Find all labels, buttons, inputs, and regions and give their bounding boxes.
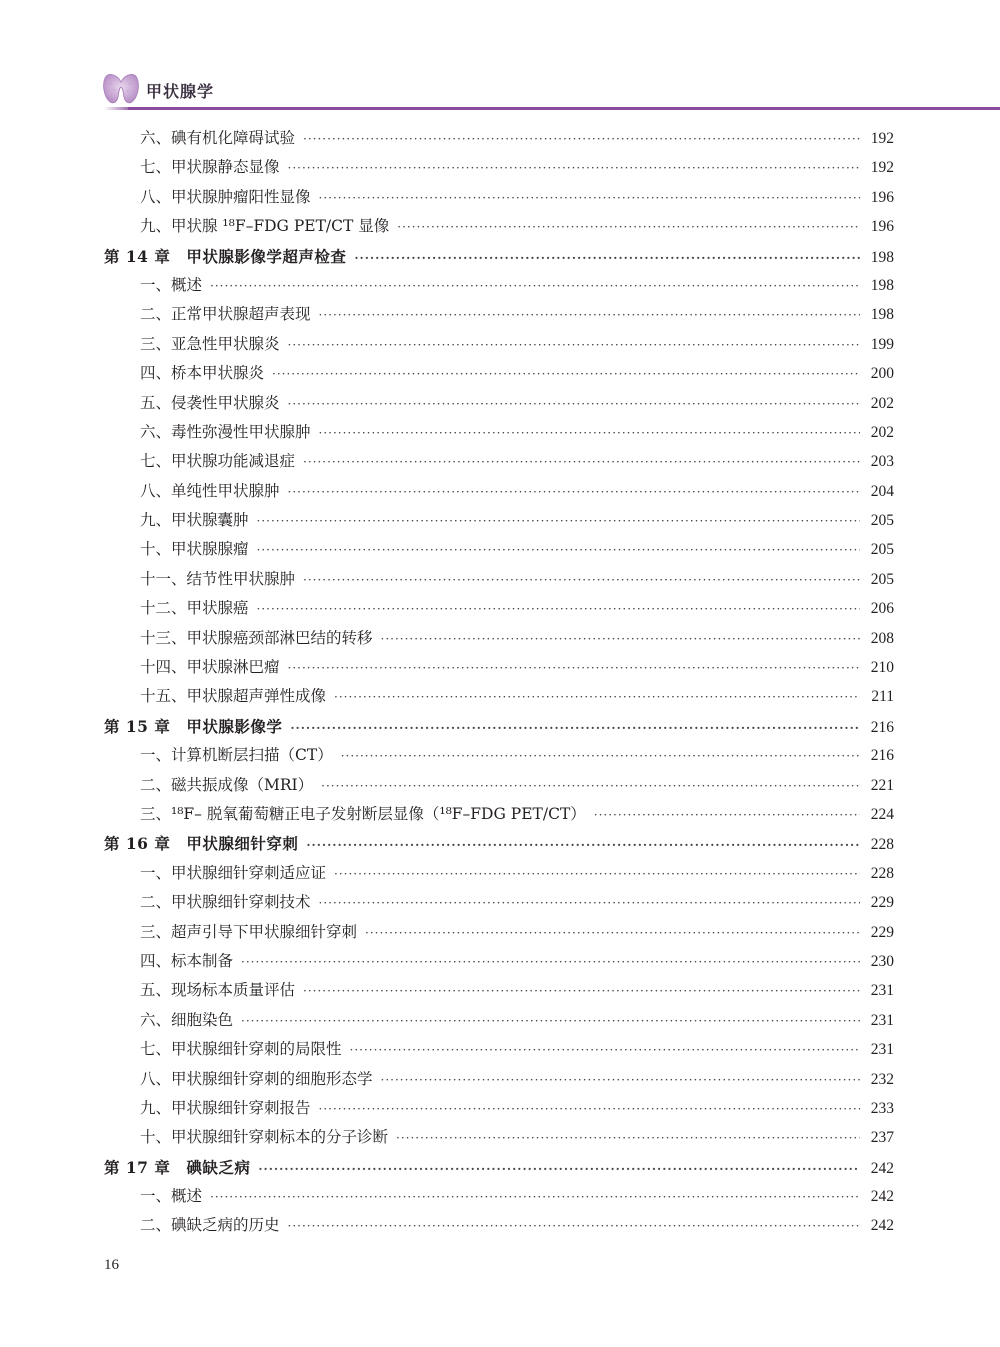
toc-entry-page: 203: [870, 453, 894, 471]
toc-section-entry[interactable]: [104, 183, 894, 212]
toc-section-entry[interactable]: [104, 859, 894, 888]
toc-entry-page: 205: [870, 512, 894, 530]
dot-leader: [319, 1095, 860, 1124]
dot-leader: [288, 478, 860, 507]
dot-leader: [290, 714, 860, 743]
toc-entry-page: 202: [870, 394, 894, 412]
toc-entry-page: 196: [870, 218, 894, 236]
toc-entry-page: 229: [870, 894, 894, 912]
toc-section-entry[interactable]: [104, 477, 894, 506]
toc-entry-page: 231: [870, 982, 894, 1000]
toc-section-entry[interactable]: [104, 653, 894, 682]
toc-entry-title: 七、甲状腺功能减退症: [140, 452, 296, 471]
toc-entry-page: 231: [870, 1041, 894, 1059]
dot-leader: [288, 654, 860, 683]
toc-entry-title: 二、正常甲状腺超声表现: [140, 305, 311, 324]
toc-entry-page: 237: [870, 1129, 894, 1147]
dot-leader: [303, 977, 860, 1006]
toc-entry-title: 二、磁共振成像（MRI）: [140, 775, 314, 794]
toc-section-entry[interactable]: [104, 1094, 894, 1123]
toc-section-entry[interactable]: [104, 330, 894, 359]
toc-section-entry[interactable]: [104, 359, 894, 388]
toc-entry-page: 196: [870, 188, 894, 206]
toc-entry-page: 199: [870, 335, 894, 353]
toc-entry-title: 四、桥本甲状腺炎: [140, 364, 265, 383]
toc-entry-page: 206: [870, 600, 894, 618]
toc-entry-title: 二、甲状腺细针穿刺技术: [140, 893, 311, 912]
dot-leader: [334, 683, 860, 712]
page-header: [0, 0, 1000, 112]
toc-section-entry[interactable]: [104, 918, 894, 947]
toc-entry-page: 192: [870, 130, 894, 147]
toc-entry-title: 一、甲状腺细针穿刺适应证: [140, 863, 327, 882]
dot-leader: [396, 1124, 860, 1153]
dot-leader: [257, 536, 860, 565]
toc-entry-page: 216: [870, 718, 894, 736]
toc-section-entry[interactable]: [104, 300, 894, 329]
toc-chapter-entry[interactable]: [104, 829, 894, 858]
dot-leader: [303, 566, 860, 595]
toc-entry-page: 224: [870, 805, 894, 823]
dot-leader: [241, 1007, 860, 1036]
dot-leader: [288, 1212, 860, 1241]
toc-entry-title: 五、现场标本质量评估: [140, 981, 296, 1000]
toc-entry-title: 十二、甲状腺癌: [140, 599, 249, 618]
toc-section-entry[interactable]: [104, 506, 894, 535]
dot-leader: [350, 1036, 860, 1065]
toc-entry-title: 五、侵袭性甲状腺炎: [140, 393, 280, 412]
toc-entry-title: 十、甲状腺腺瘤: [140, 540, 249, 559]
dot-leader: [397, 213, 860, 242]
toc-entry-title: 七、甲状腺细针穿刺的局限性: [140, 1040, 342, 1059]
toc-section-entry[interactable]: [104, 1065, 894, 1094]
toc-entry-page: 192: [870, 159, 894, 177]
dot-leader: [365, 919, 860, 948]
dot-leader: [210, 1183, 860, 1212]
toc-section-entry[interactable]: [104, 447, 894, 476]
toc-entry-title: 六、细胞染色: [140, 1010, 234, 1029]
toc-section-entry[interactable]: [104, 888, 894, 917]
toc-entry-title: 第 15 章 甲状腺影像学: [104, 716, 283, 736]
header-rule: [128, 107, 1000, 110]
toc-section-entry[interactable]: [104, 212, 894, 241]
dot-leader: [334, 860, 860, 889]
toc-section-entry[interactable]: [104, 624, 894, 653]
toc-entry-title: 八、甲状腺细针穿刺的细胞形态学: [140, 1069, 373, 1088]
toc-entry-page: 242: [870, 1159, 894, 1177]
toc-entry-page: 205: [870, 570, 894, 588]
toc-section-entry[interactable]: [104, 418, 894, 447]
toc-entry-page: 202: [870, 423, 894, 441]
toc-entry-title: 三、¹⁸F– 脱氧葡萄糖正电子发射断层显像（¹⁸F–FDG PET/CT）: [140, 804, 586, 823]
toc-entry-page: 242: [870, 1217, 894, 1235]
toc-section-entry[interactable]: [104, 535, 894, 564]
toc-entry-page: 242: [870, 1188, 894, 1206]
toc-section-entry[interactable]: [104, 594, 894, 623]
toc-entry-page: 208: [870, 629, 894, 647]
dot-leader: [341, 742, 860, 771]
toc-entry-title: 八、单纯性甲状腺肿: [140, 481, 280, 500]
toc-entry-title: 十三、甲状腺癌颈部淋巴结的转移: [140, 628, 373, 647]
toc-section-entry[interactable]: [104, 153, 894, 182]
dot-leader: [381, 625, 860, 654]
dot-leader: [272, 360, 860, 389]
dot-leader: [303, 125, 860, 154]
toc-entry-title: 一、概述: [140, 1187, 203, 1206]
toc-entry-title: 九、甲状腺囊肿: [140, 511, 249, 530]
toc-section-entry[interactable]: [104, 1035, 894, 1064]
dot-leader: [258, 1155, 860, 1184]
toc-entry-title: 第 14 章 甲状腺影像学超声检查: [104, 246, 347, 266]
toc-entry-title: 十五、甲状腺超声弹性成像: [140, 687, 327, 706]
book-title: 甲状腺学: [146, 82, 215, 101]
toc-entry-title: 第 16 章 甲状腺细针穿刺: [104, 834, 299, 854]
dot-leader: [319, 889, 860, 918]
toc-entry-title: 三、亚急性甲状腺炎: [140, 334, 280, 353]
dot-leader: [288, 331, 860, 360]
toc-section-entry[interactable]: [104, 947, 894, 976]
dot-leader: [210, 272, 860, 301]
toc-entry-page: 211: [871, 688, 894, 706]
toc-entry-page: 204: [870, 482, 894, 500]
toc-section-entry[interactable]: [104, 976, 894, 1005]
toc-chapter-entry[interactable]: [104, 242, 894, 271]
toc-section-entry[interactable]: [104, 1211, 894, 1240]
toc-entry-page: 198: [870, 248, 894, 266]
dot-leader: [257, 595, 860, 624]
dot-leader: [303, 448, 860, 477]
toc-entry-title: 十四、甲状腺淋巴瘤: [140, 658, 280, 677]
toc-entry-title: 四、标本制备: [140, 951, 234, 970]
toc-section-entry[interactable]: [104, 682, 894, 711]
toc-section-entry[interactable]: [104, 389, 894, 418]
toc-entry-page: 229: [870, 923, 894, 941]
toc-section-entry[interactable]: [104, 565, 894, 594]
dot-leader: [257, 507, 860, 536]
toc-entry-title: 十一、结节性甲状腺肿: [140, 569, 296, 588]
toc-chapter-entry[interactable]: [104, 1153, 894, 1182]
toc-section-entry[interactable]: [104, 1182, 894, 1211]
toc-section-entry[interactable]: [104, 1123, 894, 1152]
toc-section-entry[interactable]: [104, 771, 894, 800]
toc-entry-page: 232: [870, 1070, 894, 1088]
dot-leader: [241, 948, 860, 977]
toc-section-entry[interactable]: [104, 271, 894, 300]
toc-entry-page: 210: [870, 659, 894, 677]
dot-leader: [319, 301, 860, 330]
dot-leader: [319, 184, 860, 213]
dot-leader: [321, 772, 860, 801]
toc-entry-page: 231: [870, 1011, 894, 1029]
dot-leader: [288, 154, 860, 183]
dot-leader: [306, 831, 860, 860]
toc-entry-title: 十、甲状腺细针穿刺标本的分子诊断: [140, 1128, 389, 1147]
toc-entry-title: 第 17 章 碘缺乏病: [104, 1157, 251, 1177]
toc-entry-title: 一、计算机断层扫描（CT）: [140, 746, 333, 765]
toc-entry-page: 221: [870, 776, 894, 794]
toc-entry-page: 228: [870, 864, 894, 882]
toc-section-entry[interactable]: [104, 800, 894, 829]
thyroid-gland-icon: [102, 70, 140, 106]
toc-entry-title: 八、甲状腺肿瘤阳性显像: [140, 187, 311, 206]
toc-entry-title: 九、甲状腺 ¹⁸F–FDG PET/CT 显像: [140, 217, 390, 236]
toc-entry-page: 228: [870, 836, 894, 854]
toc-entry-title: 六、碘有机化障碍试验: [140, 129, 296, 147]
toc-entry-title: 一、概述: [140, 275, 203, 294]
toc-entry-page: 198: [870, 276, 894, 294]
toc-entry-page: 230: [870, 952, 894, 970]
toc-section-entry[interactable]: [104, 1006, 894, 1035]
table-of-contents: [104, 124, 894, 1241]
dot-leader: [319, 419, 860, 448]
toc-section-entry[interactable]: [104, 124, 894, 153]
dot-leader: [288, 390, 860, 419]
dot-leader: [354, 244, 860, 273]
toc-entry-title: 九、甲状腺细针穿刺报告: [140, 1098, 311, 1117]
toc-entry-page: 198: [870, 306, 894, 324]
toc-entry-title: 二、碘缺乏病的历史: [140, 1216, 280, 1235]
dot-leader: [594, 801, 860, 830]
toc-entry-page: 216: [870, 747, 894, 765]
toc-entry-title: 七、甲状腺静态显像: [140, 158, 280, 177]
toc-entry-title: 六、毒性弥漫性甲状腺肿: [140, 422, 311, 441]
page-number: 16: [104, 1257, 119, 1273]
toc-chapter-entry[interactable]: [104, 712, 894, 741]
dot-leader: [381, 1066, 860, 1095]
toc-entry-page: 205: [870, 541, 894, 559]
toc-section-entry[interactable]: [104, 741, 894, 770]
toc-entry-page: 233: [870, 1099, 894, 1117]
toc-entry-title: 三、超声引导下甲状腺细针穿刺: [140, 922, 358, 941]
toc-entry-page: 200: [870, 365, 894, 383]
